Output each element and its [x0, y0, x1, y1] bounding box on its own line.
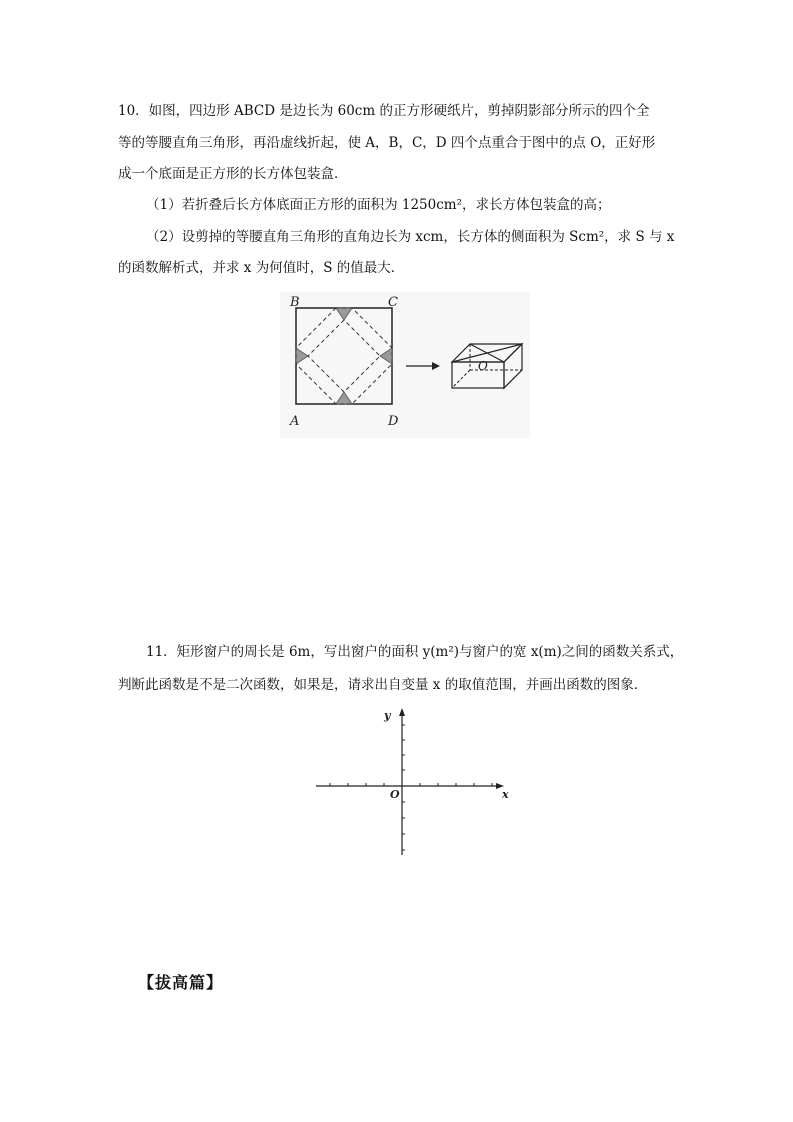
problem10-figure: [280, 292, 530, 438]
problem10-line-2: 等的等腰直角三角形，再沿虚线折起，使 A，B，C，D 四个点重合于图中的点 O，正好形: [118, 135, 656, 151]
problem10-part1: （1）若折叠后长方体底面正方形的面积为 1250cm²，求长方体包装盒的高；: [146, 197, 611, 213]
problem10-line-3: 成一个底面是正方形的长方体包装盒．: [118, 166, 348, 182]
problem10-line-1: 10．如图，四边形 ABCD 是边长为 60cm 的正方形硬纸片，剪掉阴影部分所示的四个全: [118, 103, 650, 119]
origin-label: O: [390, 788, 400, 801]
problem11-axes: [310, 705, 520, 860]
problem10-part2: （2）设剪掉的等腰直角三角形的直角边长为 xcm，长方体的侧面积为 Scm²，求 S 与 x: [146, 229, 675, 245]
y-axis-arrow-icon: [399, 708, 405, 716]
section-heading: 【拔高篇】: [138, 973, 224, 992]
label-b: B: [290, 295, 300, 310]
label-a: A: [290, 414, 300, 429]
problem11-line-1: 11．矩形窗户的周长是 6m，写出窗户的面积 y(m²)与窗户的宽 x(m)之间的函数关系式，: [146, 644, 684, 660]
y-axis-label: y: [384, 709, 391, 722]
problem11-line-2: 判断此函数是不是二次函数，如果是，请求出自变量 x 的取值范围，并画出函数的图象．: [118, 677, 648, 693]
x-axis-label: x: [502, 788, 509, 801]
label-o: O: [478, 359, 488, 373]
problem10-line-6: 的函数解析式，并求 x 为何值时，S 的值最大．: [118, 260, 405, 276]
label-d: D: [388, 414, 399, 429]
label-c: C: [388, 295, 398, 310]
